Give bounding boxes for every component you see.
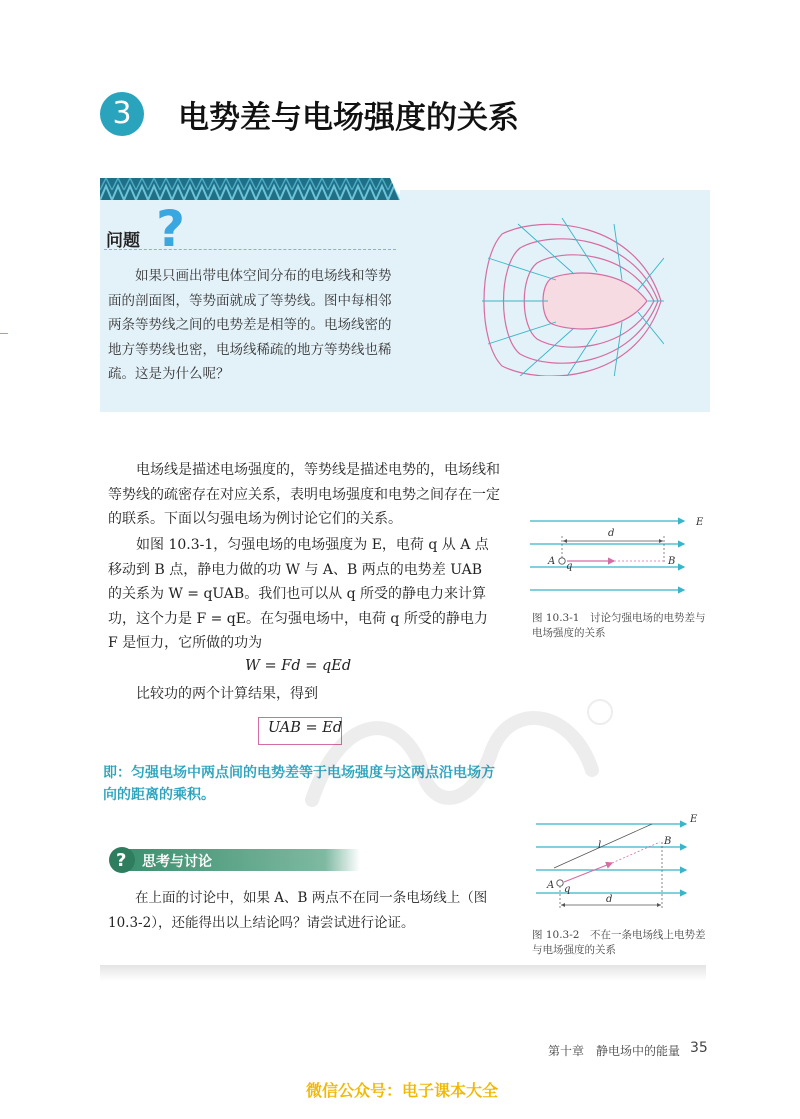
page-number: 35 (690, 1040, 708, 1056)
fig1-label-E: E (696, 517, 704, 528)
fig2-label-l: l (598, 840, 602, 851)
fig2-label-E: E (690, 814, 698, 825)
fig1-label-d: d (608, 528, 615, 539)
question-divider (104, 249, 396, 250)
paragraph-compare: 比较功的两个计算结果，得到 (136, 686, 318, 702)
question-text: 如果只画出带电体空间分布的电场线和等势面的剖面图，等势面就成了等势线。图中每相邻两条等势线之间的电势差是相等的。电场线密的地方等势线也密，电场线稀疏的地方等势线也稀疏。这是为什么呢？ (108, 268, 392, 382)
page-edge-mark (0, 333, 8, 334)
question-mark-icon: ? (156, 200, 186, 258)
footer-chapter-label: 第十章 静电场中的能量 (548, 1044, 681, 1058)
fig1-label-B: B (668, 556, 676, 567)
figure-uniform-field-collinear (526, 512, 712, 604)
wechat-account-banner: 微信公众号：电子课本大全 (306, 1081, 499, 1100)
think-discuss-text: 在上面的讨论中，如果 A、B 两点不在同一条电场线上（图 10.3-2），还能得出以上结论吗？请尝试进行论证。 (108, 890, 488, 931)
figure1-caption: 图 10.3-1 讨论匀强电场的电势差与电场强度的关系 (532, 612, 706, 639)
think-discuss-shadow (100, 965, 706, 981)
conclusion-text: 即：匀强电场中两点间的电势差等于电场强度与这两点沿电场方向的距离的乘积。 (103, 765, 495, 803)
figure-uniform-field-oblique (532, 810, 712, 916)
field-lines-equipotential-figure (482, 218, 664, 376)
section-title: 电势差与电场强度的关系 (178, 100, 519, 136)
think-discuss-title: 思考与讨论 (142, 854, 212, 870)
watermark-logo (282, 690, 622, 830)
think-discuss-banner (100, 846, 360, 874)
question-banner-pattern (100, 178, 710, 200)
equation-work: W = Fd = qEd (245, 658, 352, 674)
fig2-label-d: d (606, 894, 613, 905)
paragraph-derivation: 如图 10.3-1，匀强电场的电场强度为 E，电荷 q 从 A 点移动到 B 点，静电力做的功 W 与 A、B 两点的电势差 UAB 的关系为 W = qUAB。我们也可以从 q 所受的静电力来计算功，这个力是 F = qE。在匀强电场中，电荷 q 所受的静电力 F 是恒力，它所做的功为 (108, 537, 489, 651)
fig1-label-A: A (548, 556, 556, 567)
figure2-caption: 图 10.3-2 不在一条电场线上电势差与电场强度的关系 (532, 929, 706, 956)
fig2-label-q: q (564, 884, 571, 895)
fig2-label-A: A (547, 880, 555, 891)
fig2-label-B: B (664, 836, 672, 847)
section-number-badge: 3 (100, 92, 144, 136)
question-title: 问题 (106, 231, 140, 251)
svg-text:?: ? (116, 850, 127, 871)
key-equation: UAB = Ed (268, 720, 343, 736)
fig1-label-q: q (566, 561, 573, 572)
paragraph-intro: 电场线是描述电场强度的，等势线是描述电势的，电场线和等势线的疏密存在对应关系，表明电场强度和电势之间存在一定的联系。下面以匀强电场为例讨论它们的关系。 (108, 462, 500, 527)
